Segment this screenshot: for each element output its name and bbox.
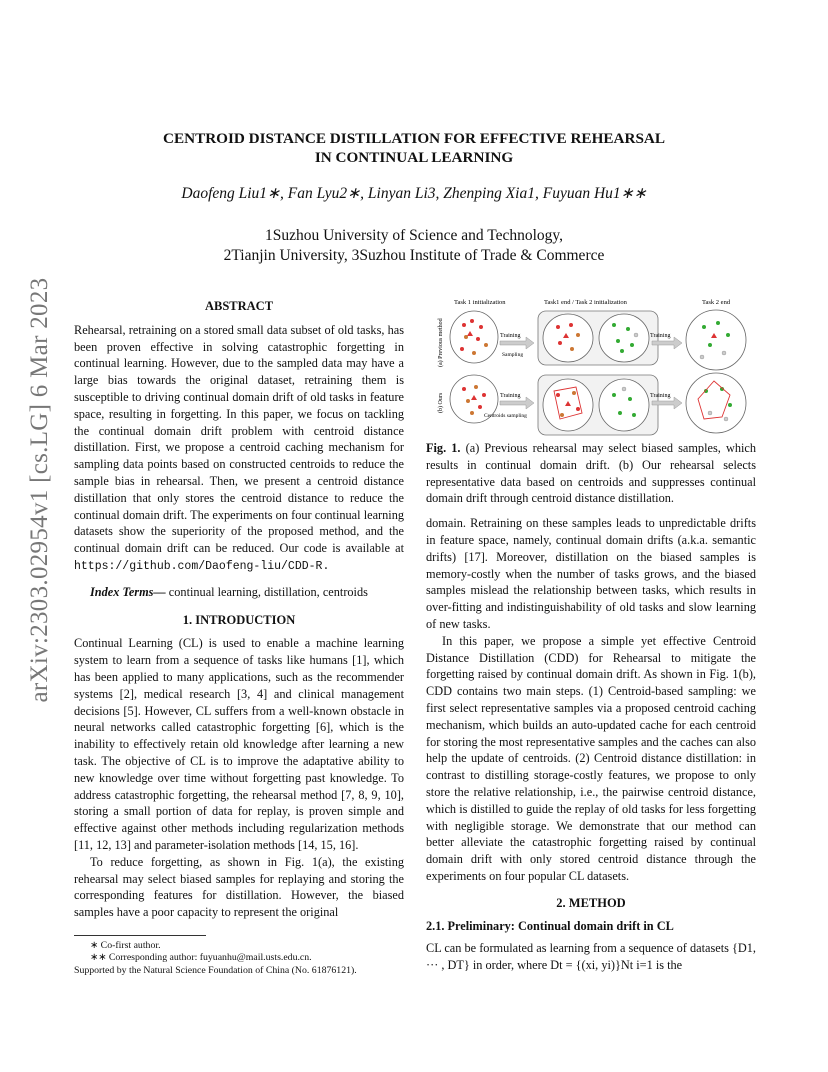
figure-row-a-label: (a) Previous method [438, 318, 444, 367]
method-heading: 2. METHOD [556, 895, 626, 910]
subsection-heading: 2.1. Preliminary: Continual domain drift in CL [426, 918, 674, 933]
training-label-b2: Training [650, 393, 671, 399]
figure-1 [426, 295, 756, 440]
figure-caption-label: Fig. 1. [426, 441, 461, 455]
intro-paragraph-2: To reduce forgetting, as shown in Fig. 1(a), the existing rehearsal may select biased samples for replaying and storing the corresponding features for distillation. However, the biased samples have a poor capacity to represent the original [74, 854, 404, 920]
figure-caption-text: (a) Previous rehearsal may select biased samples, which results in continual domain drift. (b) Our rehearsal selects representative data based on centroids and suppresses continual domain drift through centroid distance distillation. [426, 441, 756, 506]
training-label-a2: Training [650, 333, 671, 339]
training-label-a1: Training [500, 333, 521, 339]
code-link[interactable]: https://github.com/Daofeng-liu/CDD-R. [74, 559, 330, 573]
index-terms [74, 584, 404, 601]
affiliations [74, 226, 754, 266]
method-paragraph-1: CL can be formulated as learning from a sequence of datasets {D1, ··· , DT} in order, where Dt = {(xi, yi)}Nt i=1 is the [426, 941, 756, 973]
index-terms-label: Index Terms— [90, 584, 166, 599]
arxiv-side-stamp [18, 277, 62, 703]
figure-1-diagram [426, 295, 756, 440]
centroids-sampling-label: Centroids sampling [484, 413, 527, 419]
figure-caption [426, 440, 756, 507]
title-line-2: IN CONTINUAL LEARNING [314, 149, 514, 166]
introduction-heading: 1. INTRODUCTION [182, 612, 296, 627]
affiliation-line-1: 1Suzhou University of Science and Technology, [264, 227, 564, 244]
task2end-cluster-a [686, 310, 746, 370]
right-paragraph-2: In this paper, we propose a simple yet effective Centroid Distance Distillation (CDD) for Rehearsal to mitigate the forgetting raised by continual domain drift. As shown in Fig. 1(b), CDD contains two main steps. (1) Centroid-based sampling: we first select representative samples via a proposed centroid caching mechanism, which builds an auto-updated cache for each centroid for storing the most representative samples and the caches can also help the update of centroids. (2) Centroid distance distillation: in contrast to distilling storage-costly features, we propose to only store the relative relationship, i.e., the pairwise centroid distance, which is distilled to guide the replay of old tasks for less forgetting with negligible storage. We demonstrate that our method can better alleviate the catastrophic forgetting raised by continual domain drift with only stored centroid distance through the experiments on four popular CL datasets. [426, 633, 756, 883]
footnote-co-first: ∗ Co-first author. [90, 940, 161, 951]
footnote-funding: Supported by the Natural Science Foundation of China (No. 61876121). [74, 964, 357, 976]
arxiv-stamp-text: arXiv:2303.02954v1 [cs.LG] 6 Mar 2023 [26, 277, 53, 703]
task1-cluster-a [450, 311, 498, 363]
task12-cluster-b2 [599, 379, 649, 431]
figure-label-task12: Task1 end / Task 2 initialization [544, 299, 627, 306]
task12-cluster-a2 [599, 314, 649, 362]
left-column [74, 298, 404, 921]
abstract-text [74, 322, 404, 576]
figure-label-task1: Task 1 initialization [454, 299, 506, 306]
abstract-heading: ABSTRACT [204, 299, 274, 313]
title-line-1: CENTROID DISTANCE DISTILLATION FOR EFFECTIVE REHEARSAL [163, 130, 665, 147]
right-column [426, 440, 756, 974]
task2end-cluster-b [686, 373, 746, 433]
figure-row-b-label: (b) Ours [438, 392, 444, 413]
footnotes [74, 940, 357, 977]
sampling-label: Sampling [502, 352, 524, 358]
abstract-body: Rehearsal, retraining on a stored small data subset of old tasks, has been proven effective in solving catastrophic forgetting in continual learning. However, due to the sampled data may have a large bias towards the original dataset, retraining them is susceptible to driving continual domain drift of old tasks in feature space, resulting in forgetting. In this paper, we focus on tackling the continual domain drift problem with centroid distance distillation. First, we propose a centroid caching mechanism for sampling data points based on constructed centroids to reduce the sample bias in rehearsal. Then, we present a centroid distance distillation that only stores the centroid distance to reduce the continual domain drift. The experiments on four continual learning datasets show the superiority of the proposed method, and the continual domain drift can be reduced. Our code is available at [74, 322, 404, 556]
right-paragraph-1: domain. Retraining on these samples leads to unpredictable drifts in feature space, namely, continual domain drifts (a.k.a. semantic drifts) [17]. Moreover, distillation on the biased samples is memory-costly when the number of tasks grows, and the biased samples mislead the relationship between tasks, which results in over-fitting and indistinguishability of old tasks and slow learning of new tasks. [426, 516, 756, 631]
paper-title [74, 129, 754, 167]
index-terms-text: continual learning, distillation, centroids [165, 584, 368, 599]
figure-label-task2end: Task 2 end [702, 299, 731, 306]
affiliation-line-2: 2Tianjin University, 3Suzhou Institute of Trade & Commerce [223, 247, 605, 264]
authors: Daofeng Liu1∗, Fan Lyu2∗, Linyan Li3, Zhenping Xia1, Fuyuan Hu1∗∗ [181, 185, 647, 202]
training-label-b1: Training [500, 393, 521, 399]
intro-paragraph-1: Continual Learning (CL) is used to enable a machine learning system to learn from a sequence of tasks like humans [1], which has been applied to many applications, such as the recommender systems [2], medical research [3, 4] and clinical management decisions [5]. However, CL suffers from a well-known obstacle in neural networks called catastrophic forgetting [6], which is the inability to effectively retain old knowledge after learning a new task. The objective of CL is to improve the adaptative ability to new knowledge over time without forgetting past knowledge. To address catastrophic forgetting, the rehearsal method [7, 8, 9, 10], storing a small portion of data for replay, is proven simple and effective against other methods including regularization methods [11, 12, 13] and parameter-isolation methods [14, 15, 16]. [74, 636, 404, 852]
footnote-rule [74, 935, 206, 936]
footnote-corresponding: ∗∗ Corresponding author: fuyuanhu@mail.usts.edu.cn. [90, 952, 312, 964]
